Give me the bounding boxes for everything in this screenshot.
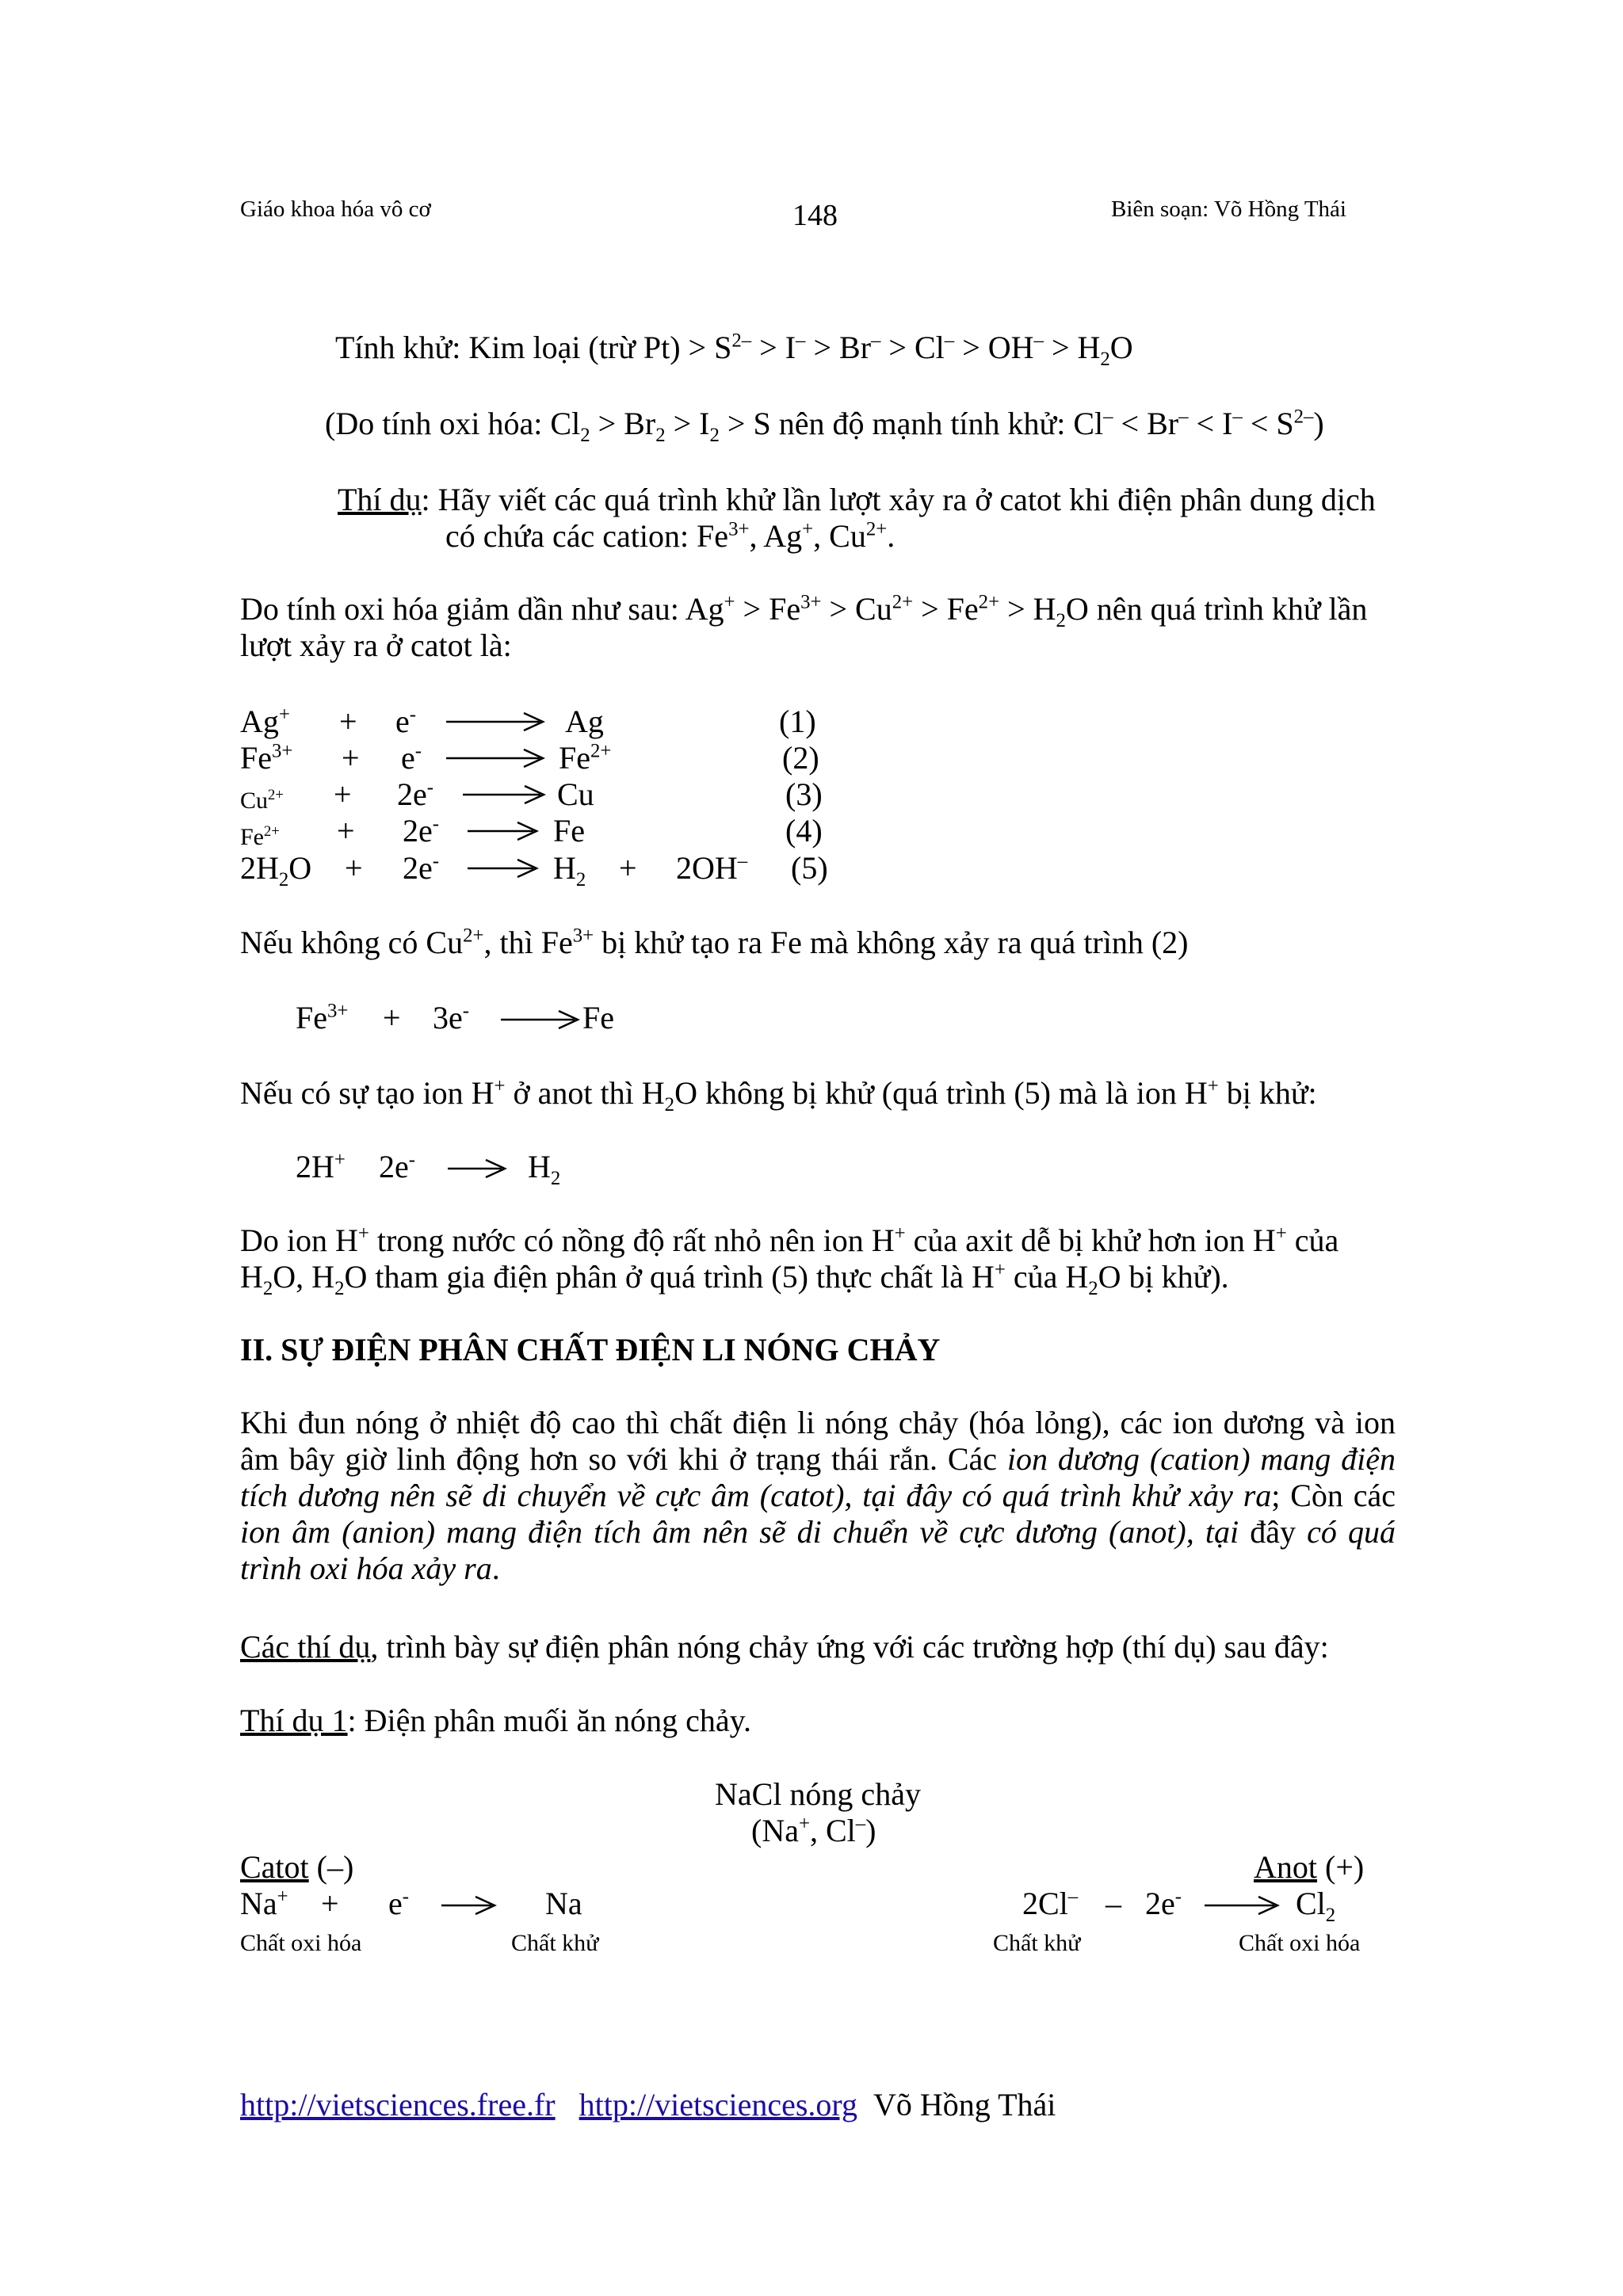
arrow-icon bbox=[440, 1894, 499, 1917]
reaction-4: $Fe^{2+}$ + 2e- Fe (4) bbox=[240, 813, 823, 850]
paragraph-examples: Các thí dụ, trình bày sự điện phân nóng chảy ứng với các trường hợp (thí dụ) sau đây: bbox=[240, 1629, 1329, 1665]
reaction-1: Ag+ + e- Ag (1) bbox=[240, 704, 816, 739]
cathode-label: Catot (–) bbox=[240, 1849, 354, 1885]
footer bbox=[240, 2087, 1056, 2123]
paragraph-h-ion-note: Do ion H+ trong nước có nồng độ rất nhỏ nên ion H+ của axit dễ bị khử hơn ion H+ của bbox=[240, 1222, 1339, 1258]
footer-link-org[interactable]: http://vietsciences.org bbox=[579, 2087, 858, 2122]
nacl-ions: (Na+, Cl–) bbox=[751, 1813, 876, 1848]
oxidizing-note: (Do tính oxi hóa: $Cl_2 > Br_2 > I_2 > S$ nên độ mạnh tính khử: $Cl^- < Br^- < I^- < S^{2-}$) bbox=[325, 406, 1324, 446]
equation-fe: $Fe^{3+}$ + 3e- Fe bbox=[296, 1000, 614, 1035]
footer-author: Võ Hồng Thái bbox=[873, 2087, 1056, 2122]
arrow-icon bbox=[445, 746, 548, 770]
header-right: Biên soạn: Võ Hồng Thái bbox=[1111, 196, 1346, 222]
paragraph-oxidizing-order: Do tính oxi hóa giảm dần như sau: $Ag^+ > Fe^{3+} > Cu^{2+} > Fe^{2+} > H_2O$ nên quá trình khử lần bbox=[240, 591, 1368, 631]
reductant-label-2: Chất khử bbox=[993, 1930, 1081, 1956]
paragraph-h-ion-note-2: $H_2O$, $H_2O$ tham gia điện phân ở quá trình (5) thực chất là H+ của $H_2O$ bị khử). bbox=[240, 1259, 1229, 1299]
reaction-2: $Fe^{3+}$ + e- $Fe^{2+}$ (2) bbox=[240, 740, 819, 776]
arrow-icon bbox=[445, 710, 548, 734]
arrow-icon bbox=[1203, 1894, 1282, 1917]
paragraph-h-ion: Nếu có sự tạo ion H+ ở anot thì $H_2O$ không bị khử (quá trình (5) mà là ion H+ bị khử: bbox=[240, 1075, 1317, 1116]
nacl-title: NaCl nóng chảy bbox=[715, 1776, 921, 1812]
reaction-3: $Cu^{2+}$ + 2e- Cu (3) bbox=[240, 776, 823, 814]
arrow-icon bbox=[499, 1008, 582, 1032]
reductant-label: Chất khử bbox=[511, 1930, 599, 1956]
anode-label: Anot (+) bbox=[1254, 1849, 1365, 1885]
header-left: Giáo khoa hóa vô cơ bbox=[240, 196, 431, 222]
example1-line2: có chứa các cation: $Fe^{3+}$, Ag+, $Cu^{2+}$. bbox=[445, 518, 896, 554]
paragraph-no-copper: Nếu không có $Cu^{2+}$, thì $Fe^{3+}$ bị khử tạo ra Fe mà không xảy ra quá trình (2) bbox=[240, 925, 1189, 960]
example-nacl-heading: Thí dụ 1: Điện phân muối ăn nóng chảy. bbox=[240, 1703, 752, 1738]
arrow-icon bbox=[461, 783, 548, 807]
anode-reaction: 2Cl– – 2e- $Cl_2$ bbox=[1022, 1886, 1336, 1926]
section-heading: II. SỰ ĐIỆN PHÂN CHẤT ĐIỆN LI NÓNG CHẢY bbox=[240, 1332, 941, 1367]
equation-h: 2H+ 2e- $H_2$ bbox=[296, 1149, 561, 1189]
arrow-icon bbox=[446, 1157, 510, 1180]
paragraph-oxidizing-order-2: lượt xảy ra ở catot là: bbox=[240, 627, 512, 663]
reaction-5: $2H_2O$ + 2e- $H_2$ + 2OH– (5) bbox=[240, 850, 828, 891]
footer-link-free-fr[interactable]: http://vietsciences.free.fr bbox=[240, 2087, 556, 2122]
example1-line1: Thí dụ: Hãy viết các quá trình khử lần lượt xảy ra ở catot khi điện phân dung dịch bbox=[338, 482, 1376, 517]
cathode-reaction: Na+ + e- Na bbox=[240, 1886, 582, 1921]
oxidant-label-2: Chất oxi hóa bbox=[1239, 1930, 1361, 1956]
page-number: 148 bbox=[792, 199, 838, 232]
reducing-order: Tính khử: Kim loại (trừ $Pt) > S^{2-} > I^- > Br^- > Cl^- > OH^- > H_2O$ bbox=[335, 330, 1133, 370]
oxidant-label: Chất oxi hóa bbox=[240, 1930, 362, 1956]
arrow-icon bbox=[466, 819, 541, 843]
paragraph-molten-electrolysis: Khi đun nóng ở nhiệt độ cao thì chất điện li nóng chảy (hóa lỏng), các ion dương và ion âm bây giờ linh động hơn so với khi ở trạng thái rắn. Các ion dương (cation) mang điện tích dương nên sẽ di chuyển về cực âm (catot), tại đây có quá trình khử xảy ra; Còn các ion âm (anion) mang điện tích âm nên sẽ di chuển về cực dương (anot), tại đây có quá trình oxi hóa xảy ra. bbox=[240, 1405, 1396, 1586]
arrow-icon bbox=[466, 856, 541, 880]
